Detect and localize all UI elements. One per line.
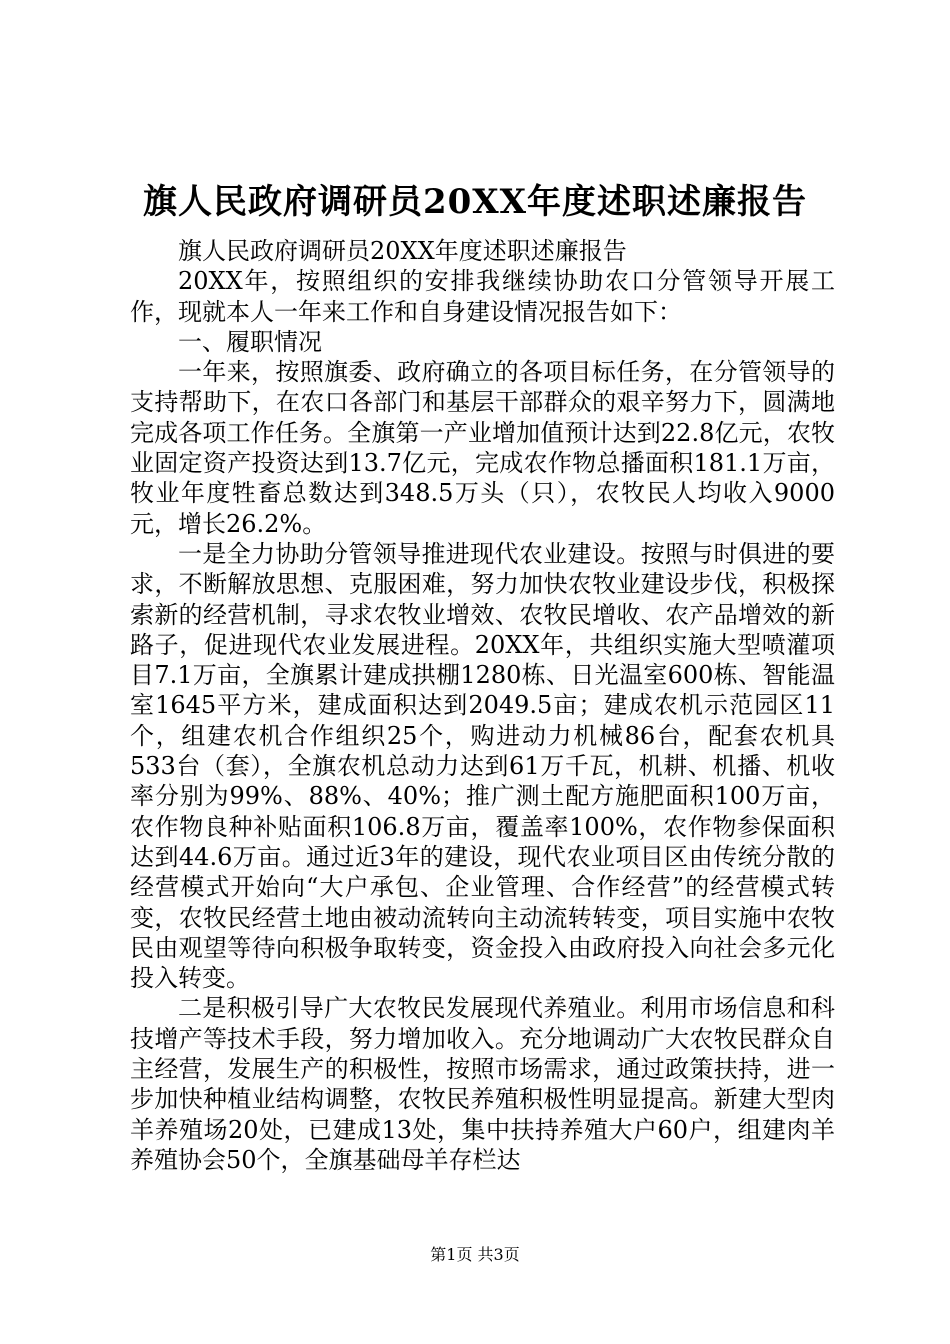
document-body bbox=[130, 236, 835, 1175]
paragraph-subtitle: 旗人民政府调研员20XX年度述职述廉报告 bbox=[178, 237, 627, 265]
section-heading: 一、履职情况 bbox=[178, 327, 322, 356]
document-title: 旗人民政府调研员20XX年度述职述廉报告 bbox=[142, 182, 808, 222]
paragraph-point-one: 一是全力协助分管领导推进现代农业建设。按照与时俱进的要求，不断解放思想、克服困难，努力加快农牧业建设步伐，积极探索新的经营机制，寻求农牧业增效、农牧民增收、农产品增效的新路子，促进现代农业发展进程。20XX年，共组织实施大型喷灌项目7.1万亩，全旗累计建成拱棚1280栋、日光温室600栋、智能温室1645平方米，建成面积达到2049.5亩；建成农机示范园区11个，组建农机合作组织25个，购进动力机械86台，配套农机具533台（套），全旗农机总动力达到61万千瓦，机耕、机播、机收率分别为99%、88%、40%；推广测土配方施肥面积100万亩，农作物良种补贴面积106.8万亩，覆盖率100%，农作物参保面积达到44.6万亩。通过近3年的建设，现代农业项目区由传统分散的经营模式开始向“大户承包、企业管理、合作经营”的经营模式转变，农牧民经营土地由被动流转向主动流转转变，项目实施中农牧民由观望等待向积极争取转变，资金投入由政府投入向社会多元化投入转变。 bbox=[130, 539, 835, 993]
paragraph-intro: 20XX年，按照组织的安排我继续协助农口分管领导开展工作，现就本人一年来工作和自身建设情况报告如下： bbox=[130, 267, 835, 326]
paragraph-overview: 一年来，按照旗委、政府确立的各项目标任务，在分管领导的支持帮助下，在农口各部门和基层干部群众的艰辛努力下，圆满地完成各项工作任务。全旗第一产业增加值预计达到22.8亿元，农牧业固定资产投资达到13.7亿元，完成农作物总播面积181.1万亩，牧业年度牲畜总数达到348.5万头（只），农牧民人均收入9000元，增长26.2%。 bbox=[130, 358, 835, 538]
paragraph-point-two: 二是积极引导广大农牧民发展现代养殖业。利用市场信息和科技增产等技术手段，努力增加收入。充分地调动广大农牧民群众自主经营，发展生产的积极性，按照市场需求，通过政策扶持，进一步加快种植业结构调整，农牧民养殖积极性明显提高。新建大型肉羊养殖场20处，已建成13处，集中扶持养殖大户60户，组建肉羊养殖协会50个，全旗基础母羊存栏达 bbox=[130, 994, 835, 1174]
page-footer: 第1页 共3页 bbox=[430, 1245, 520, 1264]
